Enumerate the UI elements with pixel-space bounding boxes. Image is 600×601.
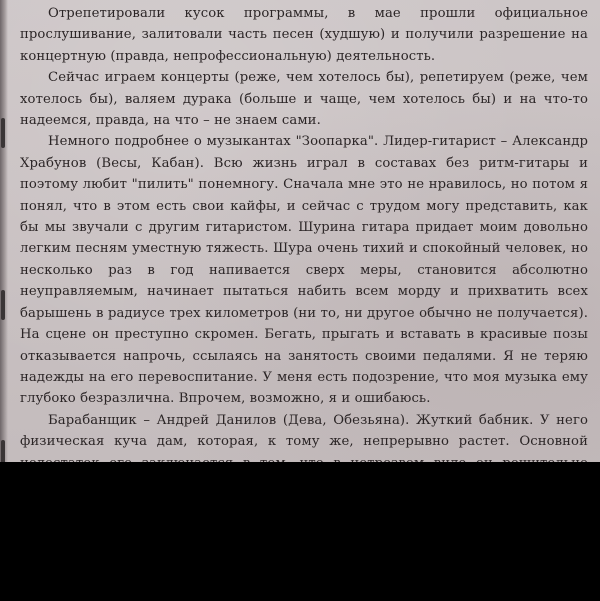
paragraph: Отрепетировали кусок программы, в мае прошли официальное прослушивание, залитовали часть песен (худшую) и получили разрешение на концертную (правда, непрофессиональную) деятельность. [20,6,588,64]
paragraph: Немного подробнее о музыкантах "Зоопарка". Лидер-гитарист – Александр Храбунов (Весы, Кабан). Всю жизнь играл в составах без ритм-гитары и поэтому любит "пилить" понемногу. Сначала мне это не нравилось, но потом я понял, что в этом есть свои кайфы, и сейчас с трудом могу представить, как бы мы звучали с другим гитаристом. Шурина гитара придает моим довольно легким песням уместную тяжесть. Шура очень тихий и спокойный человек, но несколько раз в год напивается сверх меры, становится абсолютно неуправляемым, начинает пытаться набить всем морду и прихватить всех барышень в радиусе трех километров (ни то, ни другое обычно не получается). На сцене он преступно скромен. Бегать, прыгать и вставать в красивые позы отказывается напрочь, ссылаясь на занятость своими педалями. Я не теряю надежды на его перевоспитание. У меня есть подозрение, что моя музыка ему глубоко безразлична. Впрочем, возможно, я и ошибаюсь. [20,134,588,407]
paragraph: Барабанщик – Андрей Данилов (Дева, Обезьяна). Жуткий бабник. У него физическая куча дам, которая, к тому же, непрерывно растет. Основной [20,412,588,450]
binding-hole [1,290,5,320]
page-binding-edge [0,0,8,462]
black-background [0,462,600,601]
paragraph: Сейчас играем концерты (реже, чем хотелось бы), репетируем (реже, чем хотелось бы), валяем дурака (больше и чаще, чем хотелось бы) и на что-то надеемся, правда, на что – не знаем сами. [20,70,588,129]
body-text [20,3,588,517]
binding-hole [1,118,5,148]
